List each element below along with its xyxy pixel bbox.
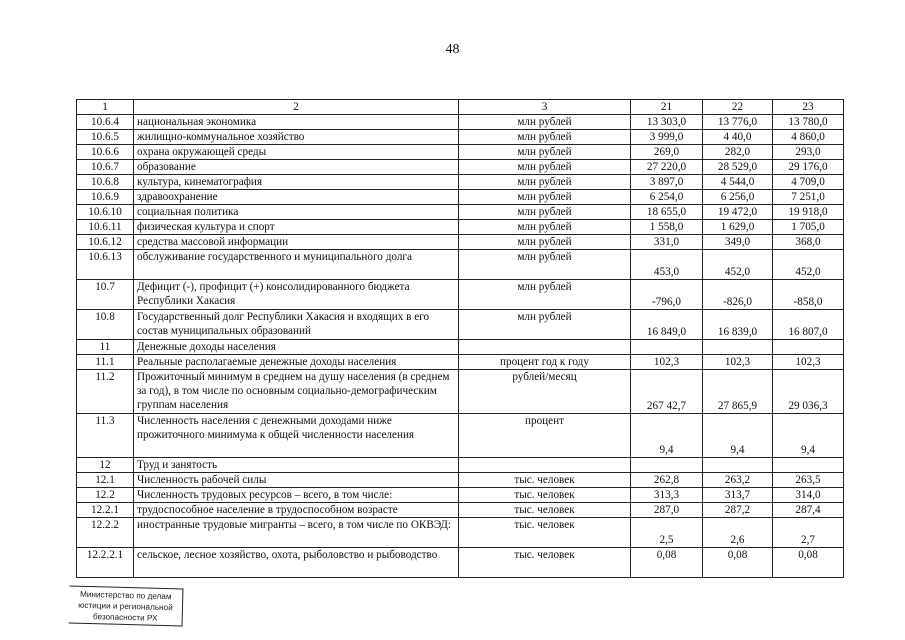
table-row	[77, 355, 844, 370]
row-unit	[459, 458, 631, 473]
row-unit	[459, 340, 631, 355]
table-row	[77, 310, 844, 340]
row-value-22: 28 529,0	[703, 160, 773, 175]
row-code: 12	[77, 458, 134, 473]
row-value-21: 2,5	[631, 518, 703, 548]
row-value-22: 16 839,0	[703, 310, 773, 340]
row-value-21	[631, 458, 703, 473]
row-value-23: 102,3	[773, 355, 844, 370]
row-code: 10.6.10	[77, 205, 134, 220]
row-value-23: 4 860,0	[773, 130, 844, 145]
row-unit: млн рублей	[459, 310, 631, 340]
row-value-23: 293,0	[773, 145, 844, 160]
row-unit: млн рублей	[459, 160, 631, 175]
row-name: иностранные трудовые мигранты – всего, в том числе по ОКВЭД:	[134, 518, 459, 548]
row-value-23	[773, 458, 844, 473]
row-name: Дефицит (-), профицит (+) консолидированного бюджета Республики Хакасия	[134, 280, 459, 310]
table-row	[77, 458, 844, 473]
row-value-23: 263,5	[773, 473, 844, 488]
indicators-table	[76, 99, 844, 578]
row-name: Численность рабочей силы	[134, 473, 459, 488]
row-code: 12.2.2.1	[77, 548, 134, 578]
row-value-23: 314,0	[773, 488, 844, 503]
row-value-22: 9,4	[703, 414, 773, 458]
row-unit: тыс. человек	[459, 488, 631, 503]
row-name: национальная экономика	[134, 115, 459, 130]
row-value-22: 349,0	[703, 235, 773, 250]
row-name: Государственный долг Республики Хакасия и входящих в его состав муниципальных образований	[134, 310, 459, 340]
row-value-22: 6 256,0	[703, 190, 773, 205]
row-unit: тыс. человек	[459, 518, 631, 548]
header-col-1: 1	[77, 100, 134, 115]
row-unit: млн рублей	[459, 280, 631, 310]
row-code: 12.2.2	[77, 518, 134, 548]
row-unit: млн рублей	[459, 220, 631, 235]
table-row	[77, 503, 844, 518]
row-value-22: 102,3	[703, 355, 773, 370]
row-value-21: 331,0	[631, 235, 703, 250]
ministry-stamp	[69, 586, 184, 627]
table-row	[77, 548, 844, 578]
row-code: 11.1	[77, 355, 134, 370]
row-value-22: 263,2	[703, 473, 773, 488]
row-value-22: 27 865,9	[703, 370, 773, 414]
row-name: образование	[134, 160, 459, 175]
row-value-22: 2,6	[703, 518, 773, 548]
row-value-21: 13 303,0	[631, 115, 703, 130]
row-name: Реальные располагаемые денежные доходы населения	[134, 355, 459, 370]
row-name: жилищно-коммунальное хозяйство	[134, 130, 459, 145]
row-code: 11.3	[77, 414, 134, 458]
row-code: 10.7	[77, 280, 134, 310]
row-value-21: 3 999,0	[631, 130, 703, 145]
row-value-23	[773, 340, 844, 355]
table-row	[77, 115, 844, 130]
table-row	[77, 250, 844, 280]
header-col-21: 21	[631, 100, 703, 115]
row-value-23: 29 036,3	[773, 370, 844, 414]
row-value-23: 287,4	[773, 503, 844, 518]
row-unit: млн рублей	[459, 235, 631, 250]
row-code: 10.6.12	[77, 235, 134, 250]
table-row	[77, 220, 844, 235]
row-value-22	[703, 458, 773, 473]
row-value-21: 453,0	[631, 250, 703, 280]
row-unit: процент год к году	[459, 355, 631, 370]
row-name: культура, кинематография	[134, 175, 459, 190]
row-name: Численность населения с денежными доходами ниже прожиточного минимума к общей численности населения	[134, 414, 459, 458]
header-col-3: 3	[459, 100, 631, 115]
row-code: 12.2	[77, 488, 134, 503]
row-unit: млн рублей	[459, 130, 631, 145]
page-number: 48	[445, 42, 460, 57]
row-name: средства массовой информации	[134, 235, 459, 250]
row-value-21: 262,8	[631, 473, 703, 488]
row-value-23: 2,7	[773, 518, 844, 548]
row-value-23: 1 705,0	[773, 220, 844, 235]
row-value-21: 16 849,0	[631, 310, 703, 340]
header-col-22: 22	[703, 100, 773, 115]
row-value-23: 29 176,0	[773, 160, 844, 175]
row-code: 12.2.1	[77, 503, 134, 518]
row-value-23: 13 780,0	[773, 115, 844, 130]
row-code: 10.6.13	[77, 250, 134, 280]
row-value-21: 3 897,0	[631, 175, 703, 190]
row-value-23: 7 251,0	[773, 190, 844, 205]
row-value-21: 313,3	[631, 488, 703, 503]
table-row	[77, 370, 844, 414]
row-value-22: 13 776,0	[703, 115, 773, 130]
row-code: 10.6.7	[77, 160, 134, 175]
row-value-23: 4 709,0	[773, 175, 844, 190]
row-unit: тыс. человек	[459, 548, 631, 578]
header-col-23: 23	[773, 100, 844, 115]
row-name: Денежные доходы населения	[134, 340, 459, 355]
table-row	[77, 488, 844, 503]
row-value-21: 6 254,0	[631, 190, 703, 205]
row-value-22: 452,0	[703, 250, 773, 280]
row-unit: млн рублей	[459, 175, 631, 190]
row-name: социальная политика	[134, 205, 459, 220]
row-name: сельское, лесное хозяйство, охота, рыболовство и рыбоводство	[134, 548, 459, 578]
table-row	[77, 160, 844, 175]
row-code: 10.8	[77, 310, 134, 340]
row-name: физическая культура и спорт	[134, 220, 459, 235]
row-code: 11	[77, 340, 134, 355]
row-value-23: 9,4	[773, 414, 844, 458]
row-value-22: 282,0	[703, 145, 773, 160]
row-value-22: 313,7	[703, 488, 773, 503]
row-name: здравоохранение	[134, 190, 459, 205]
row-value-21: 269,0	[631, 145, 703, 160]
row-code: 11.2	[77, 370, 134, 414]
row-unit: млн рублей	[459, 250, 631, 280]
row-name: Труд и занятость	[134, 458, 459, 473]
row-value-21: 287,0	[631, 503, 703, 518]
row-code: 12.1	[77, 473, 134, 488]
row-code: 10.6.5	[77, 130, 134, 145]
row-code: 10.6.9	[77, 190, 134, 205]
row-unit: млн рублей	[459, 145, 631, 160]
row-name: обслуживание государственного и муниципального долга	[134, 250, 459, 280]
row-name: охрана окружающей среды	[134, 145, 459, 160]
table-row	[77, 518, 844, 548]
row-value-22: 19 472,0	[703, 205, 773, 220]
row-value-22	[703, 340, 773, 355]
row-value-23: 368,0	[773, 235, 844, 250]
row-value-21: 267 42,7	[631, 370, 703, 414]
table-row	[77, 235, 844, 250]
row-value-21: 102,3	[631, 355, 703, 370]
table-row	[77, 175, 844, 190]
row-unit: рублей/месяц	[459, 370, 631, 414]
row-name: трудоспособное население в трудоспособном возрасте	[134, 503, 459, 518]
row-unit: процент	[459, 414, 631, 458]
table-row	[77, 473, 844, 488]
row-value-21: 18 655,0	[631, 205, 703, 220]
row-value-21: 9,4	[631, 414, 703, 458]
stamp-line: юстиции и региональной	[78, 600, 173, 613]
row-value-21	[631, 340, 703, 355]
row-value-21: -796,0	[631, 280, 703, 310]
row-unit: тыс. человек	[459, 503, 631, 518]
row-name: Численность трудовых ресурсов – всего, в том числе:	[134, 488, 459, 503]
row-value-22: 287,2	[703, 503, 773, 518]
table-row	[77, 205, 844, 220]
table-row	[77, 145, 844, 160]
row-value-22: 4 544,0	[703, 175, 773, 190]
row-value-21: 1 558,0	[631, 220, 703, 235]
table-row	[77, 414, 844, 458]
table-row	[77, 340, 844, 355]
row-value-23: -858,0	[773, 280, 844, 310]
row-value-23: 0,08	[773, 548, 844, 578]
stamp-line: Министерство по делам	[79, 589, 172, 602]
row-code: 10.6.11	[77, 220, 134, 235]
row-code: 10.6.6	[77, 145, 134, 160]
row-unit: тыс. человек	[459, 473, 631, 488]
row-value-21: 0,08	[631, 548, 703, 578]
table-header-row	[77, 100, 844, 115]
row-value-23: 16 807,0	[773, 310, 844, 340]
row-value-22: 4 40,0	[703, 130, 773, 145]
row-code: 10.6.8	[77, 175, 134, 190]
table-row	[77, 190, 844, 205]
row-value-23: 19 918,0	[773, 205, 844, 220]
row-name: Прожиточный минимум в среднем на душу населения (в среднем за год), в том числе по основным социально-демографическим группам населения	[134, 370, 459, 414]
row-value-22: -826,0	[703, 280, 773, 310]
row-value-21: 27 220,0	[631, 160, 703, 175]
stamp-line: безопасности РХ	[92, 612, 158, 623]
row-value-23: 452,0	[773, 250, 844, 280]
row-unit: млн рублей	[459, 205, 631, 220]
row-value-22: 1 629,0	[703, 220, 773, 235]
row-code: 10.6.4	[77, 115, 134, 130]
row-value-22: 0,08	[703, 548, 773, 578]
header-col-2: 2	[134, 100, 459, 115]
table-row	[77, 280, 844, 310]
row-unit: млн рублей	[459, 190, 631, 205]
table-row	[77, 130, 844, 145]
row-unit: млн рублей	[459, 115, 631, 130]
